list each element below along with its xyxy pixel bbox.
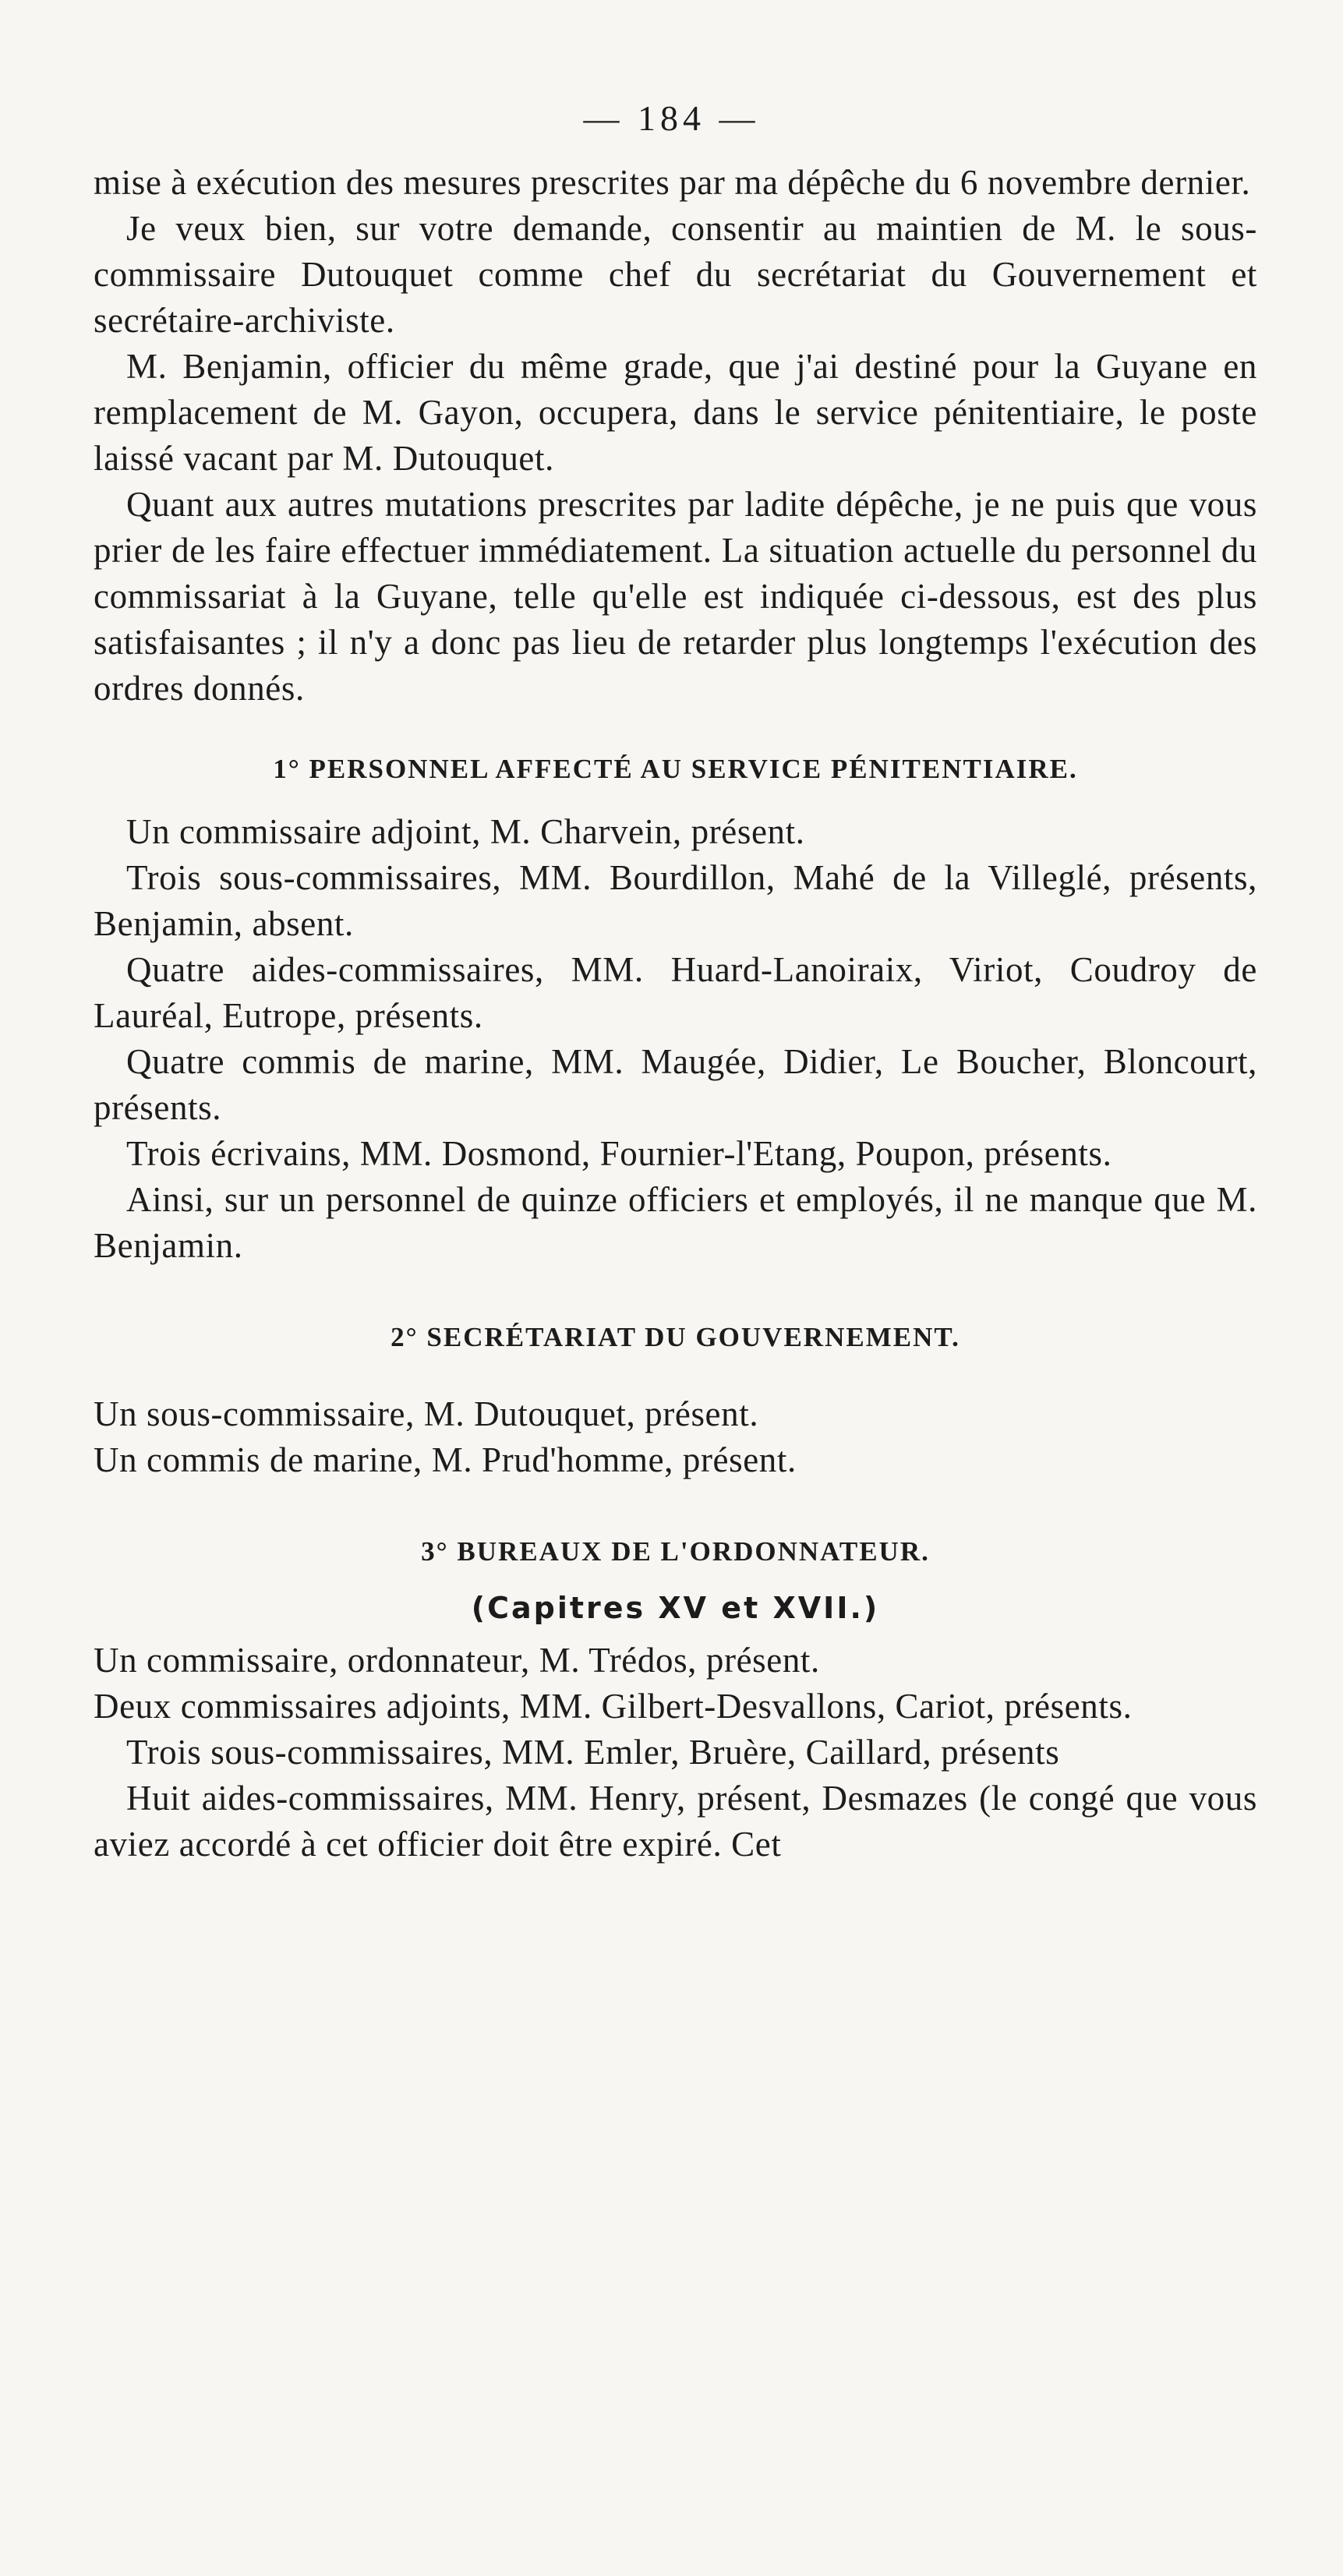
paragraph: Un commissaire adjoint, M. Charvein, présent.: [126, 812, 805, 851]
paragraph: mise à exécution des mesures prescrites par ma dépêche du 6 novembre dernier.: [94, 163, 1251, 202]
paragraph: Je veux bien, sur votre demande, consentir au maintien de M. le sous-commissaire Dutouquet comme chef du secrétariat du Gouvernement et secrétaire-archiviste.: [94, 209, 1257, 340]
section-subheading: (Capitres XV et XVII.): [471, 1591, 880, 1625]
paragraph: M. Benjamin, officier du même grade, que j'ai destiné pour la Guyane en remplacement de M. Gayon, occupera, dans le service pénitentiaire, le poste laissé vacant par M. Dutouquet.: [94, 347, 1257, 478]
paragraph: Un sous-commissaire, M. Dutouquet, présent.: [94, 1394, 759, 1433]
section-heading-ordonnateur: 3° BUREAUX DE L'ORDONNATEUR.: [421, 1536, 930, 1567]
paragraph: Huit aides-commissaires, MM. Henry, présent, Desmazes (le congé que vous aviez accordé à cet officier doit être expiré. Cet: [94, 1779, 1257, 1864]
paragraph: Un commis de marine, M. Prud'homme, présent.: [94, 1440, 797, 1479]
paragraph: Un commissaire, ordonnateur, M. Trédos, présent.: [94, 1641, 820, 1680]
document-body: [94, 160, 1257, 1868]
paragraph: Quant aux autres mutations prescrites par ladite dépêche, je ne puis que vous prier de les faire effectuer immédiatement. La situation actuelle du personnel du commissariat à la Guyane, telle qu'elle est indiquée ci-dessous, est des plus satisfaisantes ; il n'y a donc pas lieu de retarder plus longtemps l'exécution des ordres donnés.: [94, 485, 1257, 708]
section-heading-secretariat: 2° SECRÉTARIAT DU GOUVERNEMENT.: [391, 1322, 960, 1352]
paragraph: Ainsi, sur un personnel de quinze officiers et employés, il ne manque que M. Benjamin.: [94, 1180, 1257, 1265]
paragraph: Quatre aides-commissaires, MM. Huard-Lanoiraix, Viriot, Coudroy de Lauréal, Eutrope, présents.: [94, 950, 1257, 1035]
paragraph: Trois sous-commissaires, MM. Emler, Bruère, Caillard, présents: [126, 1733, 1060, 1772]
section-heading-penitentiary: 1° PERSONNEL AFFECTÉ AU SERVICE PÉNITENTIAIRE.: [273, 754, 1078, 784]
page-number: — 184 —: [583, 98, 760, 138]
paragraph: Deux commissaires adjoints, MM. Gilbert-Desvallons, Cariot, présents.: [94, 1687, 1133, 1726]
paragraph: Trois sous-commissaires, MM. Bourdillon, Mahé de la Villeglé, présents, Benjamin, absent.: [94, 858, 1257, 943]
paragraph: Trois écrivains, MM. Dosmond, Fournier-l'Etang, Poupon, présents.: [126, 1134, 1112, 1173]
paragraph: Quatre commis de marine, MM. Maugée, Didier, Le Boucher, Bloncourt, présents.: [94, 1042, 1257, 1127]
